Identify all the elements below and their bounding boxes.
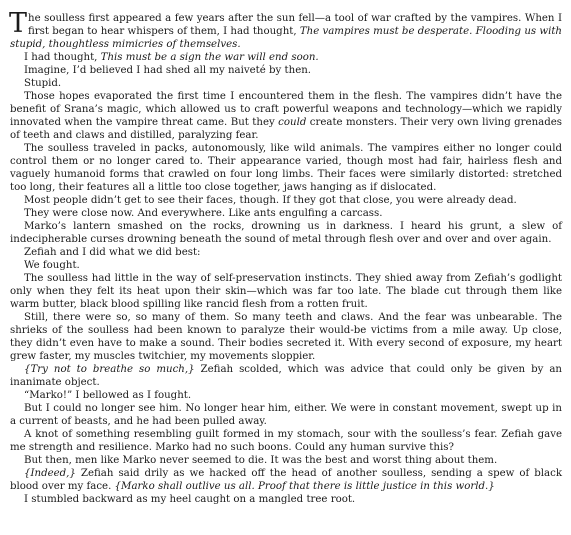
paragraph xyxy=(10,194,562,207)
paragraph xyxy=(10,90,562,142)
italic-text: The vampires must be desperate. Flooding us with stupid, thoughtless mimicries of themselves. xyxy=(10,26,562,50)
paragraph xyxy=(10,207,562,220)
text-run: Those hopes evaporated the first time I encountered them in the flesh. The vampires didn’t have the benefit of Srana’s magic, which allowed us to craft powerful weapons and technology—which we rapidly innovated when the vampire threat came. But they xyxy=(10,91,562,128)
text-run: Stupid. xyxy=(24,78,62,89)
paragraph xyxy=(10,454,562,467)
paragraph xyxy=(10,493,562,506)
text-run: he soulless first appeared a few years after the sun fell—a tool of war crafted by the vampires. When I first began to hear whispers of them, I had thought, xyxy=(28,13,562,37)
text-run: Most people didn’t get to see their faces, though. If they got that close, you were already dead. xyxy=(24,195,517,206)
paragraph xyxy=(10,77,562,90)
paragraph xyxy=(10,428,562,454)
italic-text: could xyxy=(278,117,307,128)
italic-text: {Indeed,} xyxy=(24,468,76,479)
text-run: I had thought, xyxy=(24,52,101,63)
drop-cap: T xyxy=(9,8,28,39)
text-run: The soulless traveled in packs, autonomously, like wild animals. The vampires either no longer could control them or no longer cared to. Their appearance varied, though most had fair, hairless flesh and vaguely humanoid forms that crawled on four long limbs. Their faces were similarly distorted: stretched too long, their features all a little too close together, jaws hanging as if dislocated. xyxy=(10,143,562,193)
text-run: They were close now. And everywhere. Like ants engulfing a carcass. xyxy=(24,208,383,219)
paragraph xyxy=(10,259,562,272)
paragraph xyxy=(10,51,562,64)
text-run: create monsters. Their very own living grenades of teeth and claws and distilled, paralyzing fear. xyxy=(10,117,562,141)
italic-text: {Marko shall outlive us all. Proof that there is little justice in this world.} xyxy=(114,481,495,492)
text-run: Zefiah said drily as we hacked off the head of another soulless, sending a spew of black blood over my face. xyxy=(10,468,562,492)
paragraph xyxy=(10,64,562,77)
text-run: We fought. xyxy=(24,260,80,271)
paragraph xyxy=(10,389,562,402)
text-run: Zefiah and I did what we did best: xyxy=(24,247,201,258)
paragraph xyxy=(10,246,562,259)
italic-text: {Try not to breathe so much,} xyxy=(24,364,195,375)
text-run: Zefiah scolded, which was advice that could only be given by an inanimate object. xyxy=(10,364,562,388)
paragraph xyxy=(10,363,562,389)
text-run: The soulless had little in the way of self-preservation instincts. They shied away from Zefiah’s godlight only when they felt its heat upon their skin—which was far too late. The blade cut through them like warm butter, black blood spilling like rancid flesh from a rotten fruit. xyxy=(10,273,562,310)
paragraph xyxy=(10,142,562,194)
paragraph xyxy=(10,272,562,311)
text-run: Marko’s lantern smashed on the rocks, drowning us in darkness. I heard his grunt, a slew of indecipherable curses drowning beneath the sound of metal through flesh over and over and over again. xyxy=(10,221,562,245)
text-run: I stumbled backward as my heel caught on a mangled tree root. xyxy=(24,494,356,505)
text-run: Still, there were so, so many of them. So many teeth and claws. And the fear was unbearable. The shrieks of the soulless had been known to paralyze their would-be victims from a mile away. Up close, they didn’t even have to make a sound. Their bodies secreted it. With every second of exposure, my heart grew faster, my muscles twitchier, my movements sloppier. xyxy=(10,312,562,362)
opening-paragraph xyxy=(9,8,562,51)
text-run: A knot of something resembling guilt formed in my stomach, sour with the soulless’s fear. Zefiah gave me strength and resilience. Marko had no such boons. Could any human survive this? xyxy=(10,429,562,453)
italic-text: This must be a sign the war will end soon. xyxy=(100,52,319,63)
paragraph xyxy=(10,311,562,363)
book-page xyxy=(9,8,562,506)
text-run: “Marko!” I bellowed as I fought. xyxy=(24,390,192,401)
text-run: But then, men like Marko never seemed to die. It was the best and worst thing about them. xyxy=(24,455,498,466)
text-run: Imagine, I’d believed I had shed all my naiveté by then. xyxy=(24,65,312,76)
paragraph xyxy=(10,220,562,246)
paragraph xyxy=(10,467,562,493)
paragraph xyxy=(10,402,562,428)
text-run: But I could no longer see him. No longer hear him, either. We were in constant movement, swept up in a current of beasts, and he had been pulled away. xyxy=(10,403,562,427)
